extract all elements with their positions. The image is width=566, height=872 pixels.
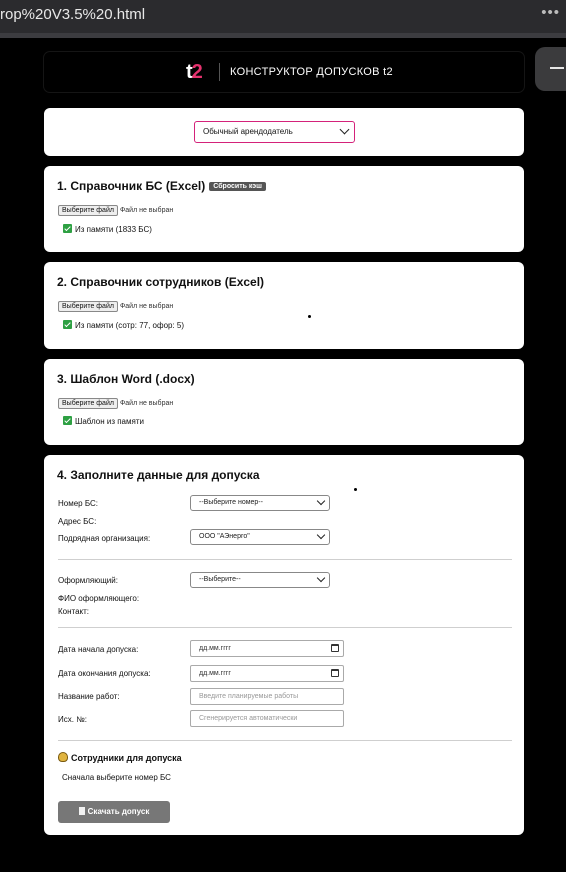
employees-hint: Сначала выберите номер БС bbox=[62, 773, 171, 782]
issuer-select[interactable]: --Выберите-- bbox=[190, 572, 330, 588]
more-icon[interactable]: ••• bbox=[541, 4, 560, 21]
divider bbox=[58, 740, 512, 741]
contractor-select[interactable]: ООО "АЭнерго" bbox=[190, 529, 330, 545]
stray-dot bbox=[354, 488, 357, 491]
choose-file-button[interactable]: Выберите файл bbox=[58, 205, 118, 216]
reset-cache-button[interactable]: Сбросить кэш bbox=[209, 182, 266, 191]
choose-file-button[interactable]: Выберите файл bbox=[58, 301, 118, 312]
memory-checkbox-row[interactable] bbox=[63, 224, 152, 234]
contact-label: Контакт: bbox=[58, 607, 90, 616]
role-select[interactable] bbox=[194, 121, 355, 143]
section-title: 2. Справочник сотрудников (Excel) bbox=[57, 275, 265, 289]
memory-checkbox-row[interactable] bbox=[63, 320, 184, 330]
checkbox-checked-icon[interactable] bbox=[63, 416, 72, 425]
chevron-down-icon bbox=[317, 574, 325, 582]
start-date-label: Дата начала допуска: bbox=[58, 645, 139, 654]
memory-label: Шаблон из памяти bbox=[75, 417, 144, 426]
browser-bar bbox=[0, 0, 566, 33]
file-input-row bbox=[58, 205, 173, 216]
checkbox-checked-icon[interactable] bbox=[63, 320, 72, 329]
calendar-icon[interactable] bbox=[331, 669, 339, 677]
memory-label: Из памяти (1833 БС) bbox=[75, 225, 152, 234]
section-title: 3. Шаблон Word (.docx) bbox=[57, 372, 195, 386]
download-permit-button[interactable]: Скачать допуск bbox=[58, 801, 170, 823]
role-card bbox=[44, 108, 524, 156]
work-name-input[interactable]: Введите планируемые работы bbox=[190, 688, 344, 705]
out-number-label: Исх. №: bbox=[58, 715, 87, 724]
calendar-icon[interactable] bbox=[331, 644, 339, 652]
employees-title: Сотрудники для допуска bbox=[58, 752, 182, 763]
file-status: Файл не выбран bbox=[119, 207, 174, 214]
chevron-down-icon bbox=[340, 125, 350, 135]
chevron-down-icon bbox=[317, 531, 325, 539]
app-header bbox=[44, 52, 524, 92]
work-name-label: Название работ: bbox=[58, 692, 120, 701]
word-template-card bbox=[44, 359, 524, 445]
role-select-value: Обычный арендодатель bbox=[203, 127, 293, 136]
file-status: Файл не выбран bbox=[119, 303, 174, 310]
employees-directory-card bbox=[44, 262, 524, 349]
minimize-button[interactable] bbox=[535, 47, 566, 91]
start-date-input[interactable]: дд.мм.гггг bbox=[190, 640, 344, 657]
end-date-label: Дата окончания допуска: bbox=[58, 669, 151, 678]
divider bbox=[58, 627, 512, 628]
browser-strip bbox=[0, 33, 566, 38]
out-number-input[interactable]: Сгенерируется автоматически bbox=[190, 710, 344, 727]
memory-label: Из памяти (сотр: 77, офор: 5) bbox=[75, 321, 185, 330]
t2-logo: t2 bbox=[186, 61, 202, 83]
issuer-name-label: ФИО оформляющего: bbox=[58, 594, 140, 603]
worker-icon bbox=[58, 752, 68, 762]
header-divider bbox=[219, 63, 220, 81]
page-title: КОНСТРУКТОР ДОПУСКОВ t2 bbox=[230, 66, 393, 78]
chevron-down-icon bbox=[317, 497, 325, 505]
divider bbox=[58, 559, 512, 560]
bs-directory-card bbox=[44, 166, 524, 252]
document-icon bbox=[79, 807, 85, 815]
end-date-input[interactable]: дд.мм.гггг bbox=[190, 665, 344, 682]
permit-form-card bbox=[44, 455, 524, 835]
choose-file-button[interactable]: Выберите файл bbox=[58, 398, 118, 409]
checkbox-checked-icon[interactable] bbox=[63, 224, 72, 233]
bs-number-select[interactable]: --Выберите номер-- bbox=[190, 495, 330, 511]
bs-address-label: Адрес БС: bbox=[58, 517, 97, 526]
stray-dot bbox=[308, 315, 311, 318]
bs-number-label: Номер БС: bbox=[58, 499, 99, 508]
memory-checkbox-row[interactable] bbox=[63, 416, 144, 426]
minus-icon bbox=[550, 67, 564, 69]
issuer-label: Оформляющий: bbox=[58, 576, 118, 585]
section-title: 4. Заполните данные для допуска bbox=[57, 468, 260, 482]
contractor-label: Подрядная организация: bbox=[58, 534, 151, 543]
file-input-row bbox=[58, 398, 173, 409]
file-status: Файл не выбран bbox=[119, 400, 174, 407]
url-bar[interactable]: rop%20V3.5%20.html bbox=[0, 6, 146, 23]
section-title: 1. Справочник БС (Excel) Сбросить кэш bbox=[57, 179, 266, 193]
file-input-row bbox=[58, 301, 173, 312]
